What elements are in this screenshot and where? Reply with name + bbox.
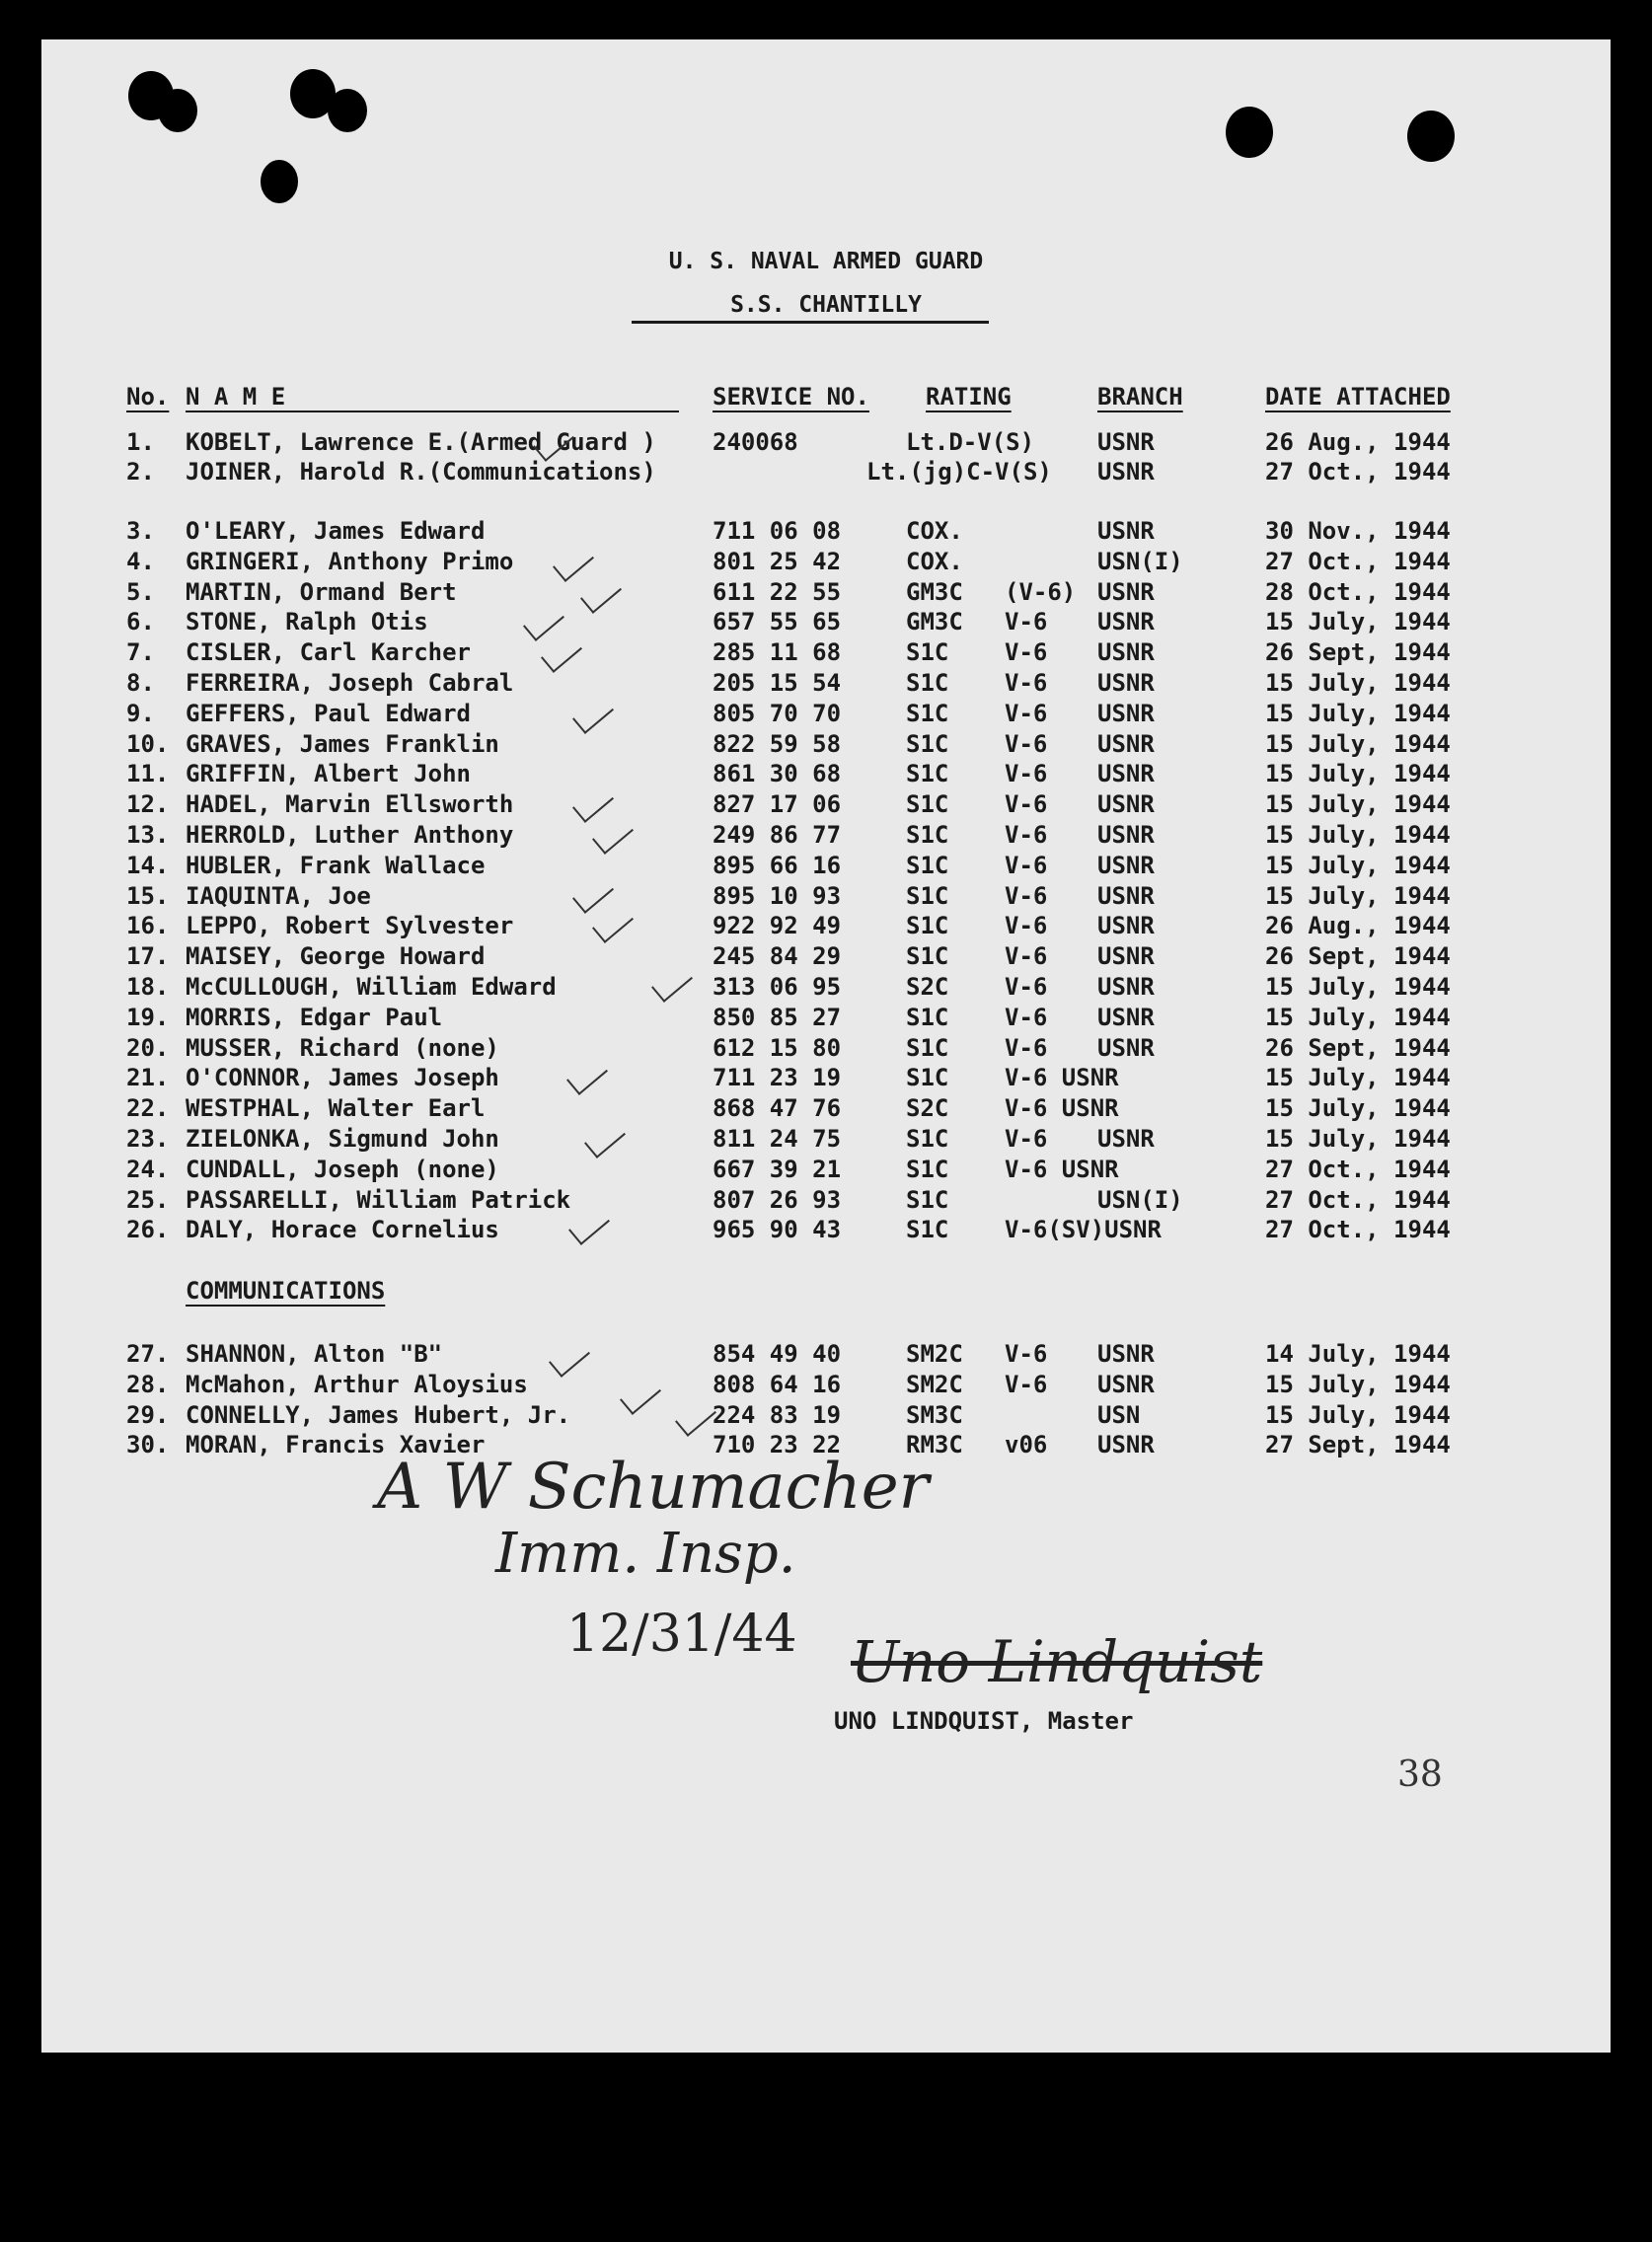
- row-service-no: 611 22 55: [713, 577, 842, 606]
- row-date: 15 July, 1944: [1265, 973, 1451, 1001]
- communications-heading: COMMUNICATIONS: [186, 1277, 386, 1305]
- row-rating: S1C: [906, 669, 949, 697]
- row-number: 22.: [126, 1094, 170, 1123]
- row-rating: S1C: [906, 760, 949, 788]
- table-row: [41, 821, 1611, 851]
- table-row: [41, 1156, 1611, 1185]
- row-name: DALY, Horace Cornelius: [186, 1216, 499, 1244]
- row-date: 26 Aug., 1944: [1265, 912, 1451, 940]
- table-row: [41, 1125, 1611, 1155]
- row-rating: S1C: [906, 1064, 949, 1092]
- row-name: IAQUINTA, Joe: [186, 881, 371, 910]
- row-class: V-6: [1005, 638, 1048, 667]
- row-name: O'LEARY, James Edward: [186, 517, 486, 545]
- row-branch: USNR: [1097, 669, 1155, 697]
- row-rating: S1C: [906, 1155, 949, 1183]
- row-date: 30 Nov., 1944: [1265, 517, 1451, 545]
- row-number: 4.: [126, 547, 155, 575]
- row-service-no: 895 10 93: [713, 881, 842, 910]
- row-service-no: 850 85 27: [713, 1003, 842, 1031]
- table-row: [41, 760, 1611, 789]
- row-rating: COX.: [906, 517, 963, 545]
- row-name: MUSSER, Richard (none): [186, 1033, 499, 1062]
- ship-name: S.S. CHANTILLY: [730, 292, 922, 318]
- table-row: [41, 1064, 1611, 1093]
- table-row: [41, 1186, 1611, 1216]
- row-branch: USNR: [1097, 1003, 1155, 1031]
- row-name: McCULLOUGH, William Edward: [186, 973, 557, 1001]
- row-class: v06: [1005, 1431, 1048, 1459]
- row-name: MORRIS, Edgar Paul: [186, 1003, 443, 1031]
- row-service-no: 827 17 06: [713, 790, 842, 819]
- row-number: 7.: [126, 638, 155, 667]
- row-rating: S1C: [906, 851, 949, 879]
- row-date: 27 Sept, 1944: [1265, 1431, 1451, 1459]
- row-number: 28.: [126, 1370, 170, 1398]
- table-row: [41, 669, 1611, 699]
- row-branch: USNR: [1097, 428, 1155, 456]
- table-row: [41, 608, 1611, 637]
- row-service-no: 240068: [713, 428, 798, 456]
- table-row: [41, 578, 1611, 608]
- row-name: CUNDALL, Joseph (none): [186, 1155, 499, 1183]
- row-name: ZIELONKA, Sigmund John: [186, 1125, 499, 1153]
- row-branch: USNR: [1097, 577, 1155, 606]
- row-date: 26 Sept, 1944: [1265, 1033, 1451, 1062]
- row-rating: S1C: [906, 881, 949, 910]
- row-class: V-6: [1005, 790, 1048, 819]
- row-branch: USNR: [1097, 517, 1155, 545]
- row-branch: USNR: [1097, 1370, 1155, 1398]
- row-class: V-6: [1005, 973, 1048, 1001]
- row-name: WESTPHAL, Walter Earl: [186, 1094, 486, 1123]
- row-class: V-6(SV)USNR: [1005, 1216, 1162, 1244]
- row-number: 2.: [126, 458, 155, 486]
- row-date: 15 July, 1944: [1265, 1400, 1451, 1429]
- row-number: 10.: [126, 729, 170, 758]
- row-service-no: 711 06 08: [713, 517, 842, 545]
- table-row: [41, 1340, 1611, 1370]
- row-rating: S2C: [906, 1094, 949, 1123]
- row-service-no: 801 25 42: [713, 547, 842, 575]
- roster: [41, 39, 1611, 2053]
- table-row: [41, 638, 1611, 668]
- row-service-no: 861 30 68: [713, 760, 842, 788]
- table-row: [41, 1216, 1611, 1245]
- table-row: [41, 852, 1611, 881]
- document-title: U. S. NAVAL ARMED GUARD: [668, 249, 984, 274]
- row-class: V-6: [1005, 669, 1048, 697]
- inspector-signature: A W Schumacher: [377, 1451, 930, 1524]
- row-date: 15 July, 1944: [1265, 760, 1451, 788]
- row-rating: S1C: [906, 1003, 949, 1031]
- row-name: McMahon, Arthur Aloysius: [186, 1370, 528, 1398]
- row-number: 29.: [126, 1400, 170, 1429]
- signature-date: 12/31/44: [566, 1605, 797, 1664]
- row-rating: S1C: [906, 1033, 949, 1062]
- row-branch: USNR: [1097, 973, 1155, 1001]
- row-branch: USNR: [1097, 942, 1155, 971]
- row-name: GEFFERS, Paul Edward: [186, 699, 471, 727]
- row-date: 15 July, 1944: [1265, 1064, 1451, 1092]
- row-service-no: 285 11 68: [713, 638, 842, 667]
- row-date: 28 Oct., 1944: [1265, 577, 1451, 606]
- row-class: V-6 USNR: [1005, 1094, 1119, 1123]
- row-name: SHANNON, Alton "B": [186, 1340, 443, 1368]
- row-branch: USNR: [1097, 699, 1155, 727]
- table-row: [41, 730, 1611, 760]
- row-name: KOBELT, Lawrence E.(Armed Guard ): [186, 428, 656, 456]
- row-class: V-6: [1005, 881, 1048, 910]
- row-service-no: 868 47 76: [713, 1094, 842, 1123]
- row-class: V-6: [1005, 729, 1048, 758]
- column-header-service-no: SERVICE NO.: [713, 383, 869, 411]
- row-branch: USNR: [1097, 1431, 1155, 1459]
- row-name: O'CONNOR, James Joseph: [186, 1064, 499, 1092]
- row-service-no: 805 70 70: [713, 699, 842, 727]
- row-number: 25.: [126, 1185, 170, 1214]
- row-number: 30.: [126, 1431, 170, 1459]
- row-rating: S1C: [906, 729, 949, 758]
- row-rating: SM2C: [906, 1370, 963, 1398]
- row-date: 15 July, 1944: [1265, 851, 1451, 879]
- row-number: 1.: [126, 428, 155, 456]
- table-row: [41, 548, 1611, 577]
- row-date: 15 July, 1944: [1265, 1125, 1451, 1153]
- row-rating: GM3C: [906, 608, 963, 636]
- row-name: MAISEY, George Howard: [186, 942, 486, 971]
- row-branch: USNR: [1097, 1033, 1155, 1062]
- row-number: 23.: [126, 1125, 170, 1153]
- row-service-no: 710 23 22: [713, 1431, 842, 1459]
- row-date: 14 July, 1944: [1265, 1340, 1451, 1368]
- row-rating: S1C: [906, 942, 949, 971]
- row-class: V-6: [1005, 760, 1048, 788]
- row-date: 15 July, 1944: [1265, 1370, 1451, 1398]
- row-class: V-6: [1005, 699, 1048, 727]
- row-rating: Lt.D-V(S): [906, 428, 1035, 456]
- row-rating: S1C: [906, 699, 949, 727]
- row-number: 20.: [126, 1033, 170, 1062]
- row-date: 27 Oct., 1944: [1265, 1185, 1451, 1214]
- table-row: [41, 1034, 1611, 1064]
- table-row: [41, 973, 1611, 1003]
- row-branch: USN: [1097, 1400, 1141, 1429]
- table-row: [41, 1094, 1611, 1124]
- column-header-branch: BRANCH: [1097, 383, 1183, 411]
- row-service-no: 895 66 16: [713, 851, 842, 879]
- row-number: 9.: [126, 699, 155, 727]
- name-header-underline: [186, 411, 679, 412]
- row-name: MORAN, Francis Xavier: [186, 1431, 486, 1459]
- row-service-no: 612 15 80: [713, 1033, 842, 1062]
- row-date: 27 Oct., 1944: [1265, 1216, 1451, 1244]
- row-branch: USN(I): [1097, 1185, 1183, 1214]
- row-class: V-6: [1005, 851, 1048, 879]
- row-date: 15 July, 1944: [1265, 729, 1451, 758]
- column-header-no: No.: [126, 383, 170, 411]
- row-date: 15 July, 1944: [1265, 821, 1451, 849]
- row-number: 18.: [126, 973, 170, 1001]
- row-name: STONE, Ralph Otis: [186, 608, 428, 636]
- row-rating: S2C: [906, 973, 949, 1001]
- row-date: 15 July, 1944: [1265, 699, 1451, 727]
- row-class: V-6: [1005, 1370, 1048, 1398]
- row-rating: Lt.(jg)C-V(S): [866, 458, 1052, 486]
- row-service-no: 711 23 19: [713, 1064, 842, 1092]
- row-number: 21.: [126, 1064, 170, 1092]
- row-service-no: 822 59 58: [713, 729, 842, 758]
- row-rating: SM3C: [906, 1400, 963, 1429]
- row-service-no: 808 64 16: [713, 1370, 842, 1398]
- row-service-no: 965 90 43: [713, 1216, 842, 1244]
- row-date: 27 Oct., 1944: [1265, 1155, 1451, 1183]
- row-service-no: 807 26 93: [713, 1185, 842, 1214]
- row-branch: USNR: [1097, 821, 1155, 849]
- row-name: JOINER, Harold R.(Communications): [186, 458, 656, 486]
- row-name: HADEL, Marvin Ellsworth: [186, 790, 514, 819]
- row-branch: USNR: [1097, 458, 1155, 486]
- row-name: GRINGERI, Anthony Primo: [186, 547, 514, 575]
- row-branch: USNR: [1097, 608, 1155, 636]
- row-date: 15 July, 1944: [1265, 1094, 1451, 1123]
- row-branch: USNR: [1097, 881, 1155, 910]
- row-branch: USNR: [1097, 638, 1155, 667]
- master-typed-name: UNO LINDQUIST, Master: [834, 1707, 1134, 1735]
- row-class: V-6: [1005, 1340, 1048, 1368]
- row-branch: USNR: [1097, 1340, 1155, 1368]
- column-header-date: DATE ATTACHED: [1265, 383, 1451, 411]
- row-number: 3.: [126, 517, 155, 545]
- row-branch: USNR: [1097, 729, 1155, 758]
- row-number: 14.: [126, 851, 170, 879]
- row-class: V-6: [1005, 821, 1048, 849]
- row-number: 6.: [126, 608, 155, 636]
- row-rating: S1C: [906, 790, 949, 819]
- row-rating: S1C: [906, 638, 949, 667]
- column-header-rating: RATING: [926, 383, 1012, 411]
- row-service-no: 667 39 21: [713, 1155, 842, 1183]
- table-row: [41, 700, 1611, 729]
- table-row: [41, 1004, 1611, 1033]
- row-service-no: 922 92 49: [713, 912, 842, 940]
- row-class: V-6: [1005, 942, 1048, 971]
- row-date: 15 July, 1944: [1265, 1003, 1451, 1031]
- row-class: V-6: [1005, 608, 1048, 636]
- row-service-no: 313 06 95: [713, 973, 842, 1001]
- row-name: PASSARELLI, William Patrick: [186, 1185, 571, 1214]
- row-service-no: 224 83 19: [713, 1400, 842, 1429]
- row-rating: S1C: [906, 1125, 949, 1153]
- row-date: 15 July, 1944: [1265, 790, 1451, 819]
- row-class: V-6 USNR: [1005, 1155, 1119, 1183]
- row-date: 15 July, 1944: [1265, 881, 1451, 910]
- table-row: [41, 882, 1611, 912]
- row-class: V-6: [1005, 1125, 1048, 1153]
- row-class: V-6: [1005, 912, 1048, 940]
- row-name: FERREIRA, Joseph Cabral: [186, 669, 514, 697]
- row-date: 15 July, 1944: [1265, 608, 1451, 636]
- row-number: 12.: [126, 790, 170, 819]
- table-row: [41, 790, 1611, 820]
- row-name: HUBLER, Frank Wallace: [186, 851, 486, 879]
- row-date: 27 Oct., 1944: [1265, 458, 1451, 486]
- row-number: 19.: [126, 1003, 170, 1031]
- row-date: 26 Sept, 1944: [1265, 638, 1451, 667]
- row-name: CONNELLY, James Hubert, Jr.: [186, 1400, 571, 1429]
- table-row: [41, 1401, 1611, 1431]
- row-name: HERROLD, Luther Anthony: [186, 821, 514, 849]
- table-row: [41, 428, 1611, 458]
- row-date: 26 Sept, 1944: [1265, 942, 1451, 971]
- row-number: 27.: [126, 1340, 170, 1368]
- row-name: GRIFFIN, Albert John: [186, 760, 471, 788]
- row-number: 11.: [126, 760, 170, 788]
- row-rating: COX.: [906, 547, 963, 575]
- row-branch: USNR: [1097, 760, 1155, 788]
- row-date: 27 Oct., 1944: [1265, 547, 1451, 575]
- row-number: 16.: [126, 912, 170, 940]
- row-class: V-6 USNR: [1005, 1064, 1119, 1092]
- row-rating: S1C: [906, 1216, 949, 1244]
- row-rating: GM3C: [906, 577, 963, 606]
- row-number: 24.: [126, 1155, 170, 1183]
- row-branch: USNR: [1097, 790, 1155, 819]
- row-class: V-6: [1005, 1033, 1048, 1062]
- row-name: GRAVES, James Franklin: [186, 729, 499, 758]
- row-branch: USN(I): [1097, 547, 1183, 575]
- row-number: 13.: [126, 821, 170, 849]
- row-class: V-6: [1005, 1003, 1048, 1031]
- row-branch: USNR: [1097, 1125, 1155, 1153]
- row-date: 15 July, 1944: [1265, 669, 1451, 697]
- row-rating: SM2C: [906, 1340, 963, 1368]
- column-header-name: N A M E: [186, 383, 286, 411]
- table-row: [41, 458, 1611, 487]
- row-rating: S1C: [906, 1185, 949, 1214]
- row-rating: S1C: [906, 821, 949, 849]
- row-name: MARTIN, Ormand Bert: [186, 577, 457, 606]
- row-service-no: 657 55 65: [713, 608, 842, 636]
- row-number: 26.: [126, 1216, 170, 1244]
- row-service-no: 249 86 77: [713, 821, 842, 849]
- row-service-no: 854 49 40: [713, 1340, 842, 1368]
- row-service-no: 205 15 54: [713, 669, 842, 697]
- row-number: 5.: [126, 577, 155, 606]
- row-service-no: 245 84 29: [713, 942, 842, 971]
- row-name: CISLER, Carl Karcher: [186, 638, 471, 667]
- row-service-no: 811 24 75: [713, 1125, 842, 1153]
- row-date: 26 Aug., 1944: [1265, 428, 1451, 456]
- page-number: 38: [1397, 1755, 1443, 1795]
- row-class: (V-6): [1005, 577, 1077, 606]
- table-row: [41, 517, 1611, 547]
- row-branch: USNR: [1097, 912, 1155, 940]
- master-signature: Uno Lindquist: [851, 1628, 1263, 1695]
- table-row: [41, 912, 1611, 941]
- row-branch: USNR: [1097, 851, 1155, 879]
- row-number: 8.: [126, 669, 155, 697]
- row-number: 15.: [126, 881, 170, 910]
- document-page: [41, 39, 1611, 2053]
- row-rating: RM3C: [906, 1431, 963, 1459]
- table-row: [41, 1371, 1611, 1400]
- row-rating: S1C: [906, 912, 949, 940]
- inspector-title: Imm. Insp.: [495, 1522, 796, 1586]
- table-row: [41, 942, 1611, 972]
- row-number: 17.: [126, 942, 170, 971]
- ship-name-underline: [632, 321, 989, 324]
- row-name: LEPPO, Robert Sylvester: [186, 912, 514, 940]
